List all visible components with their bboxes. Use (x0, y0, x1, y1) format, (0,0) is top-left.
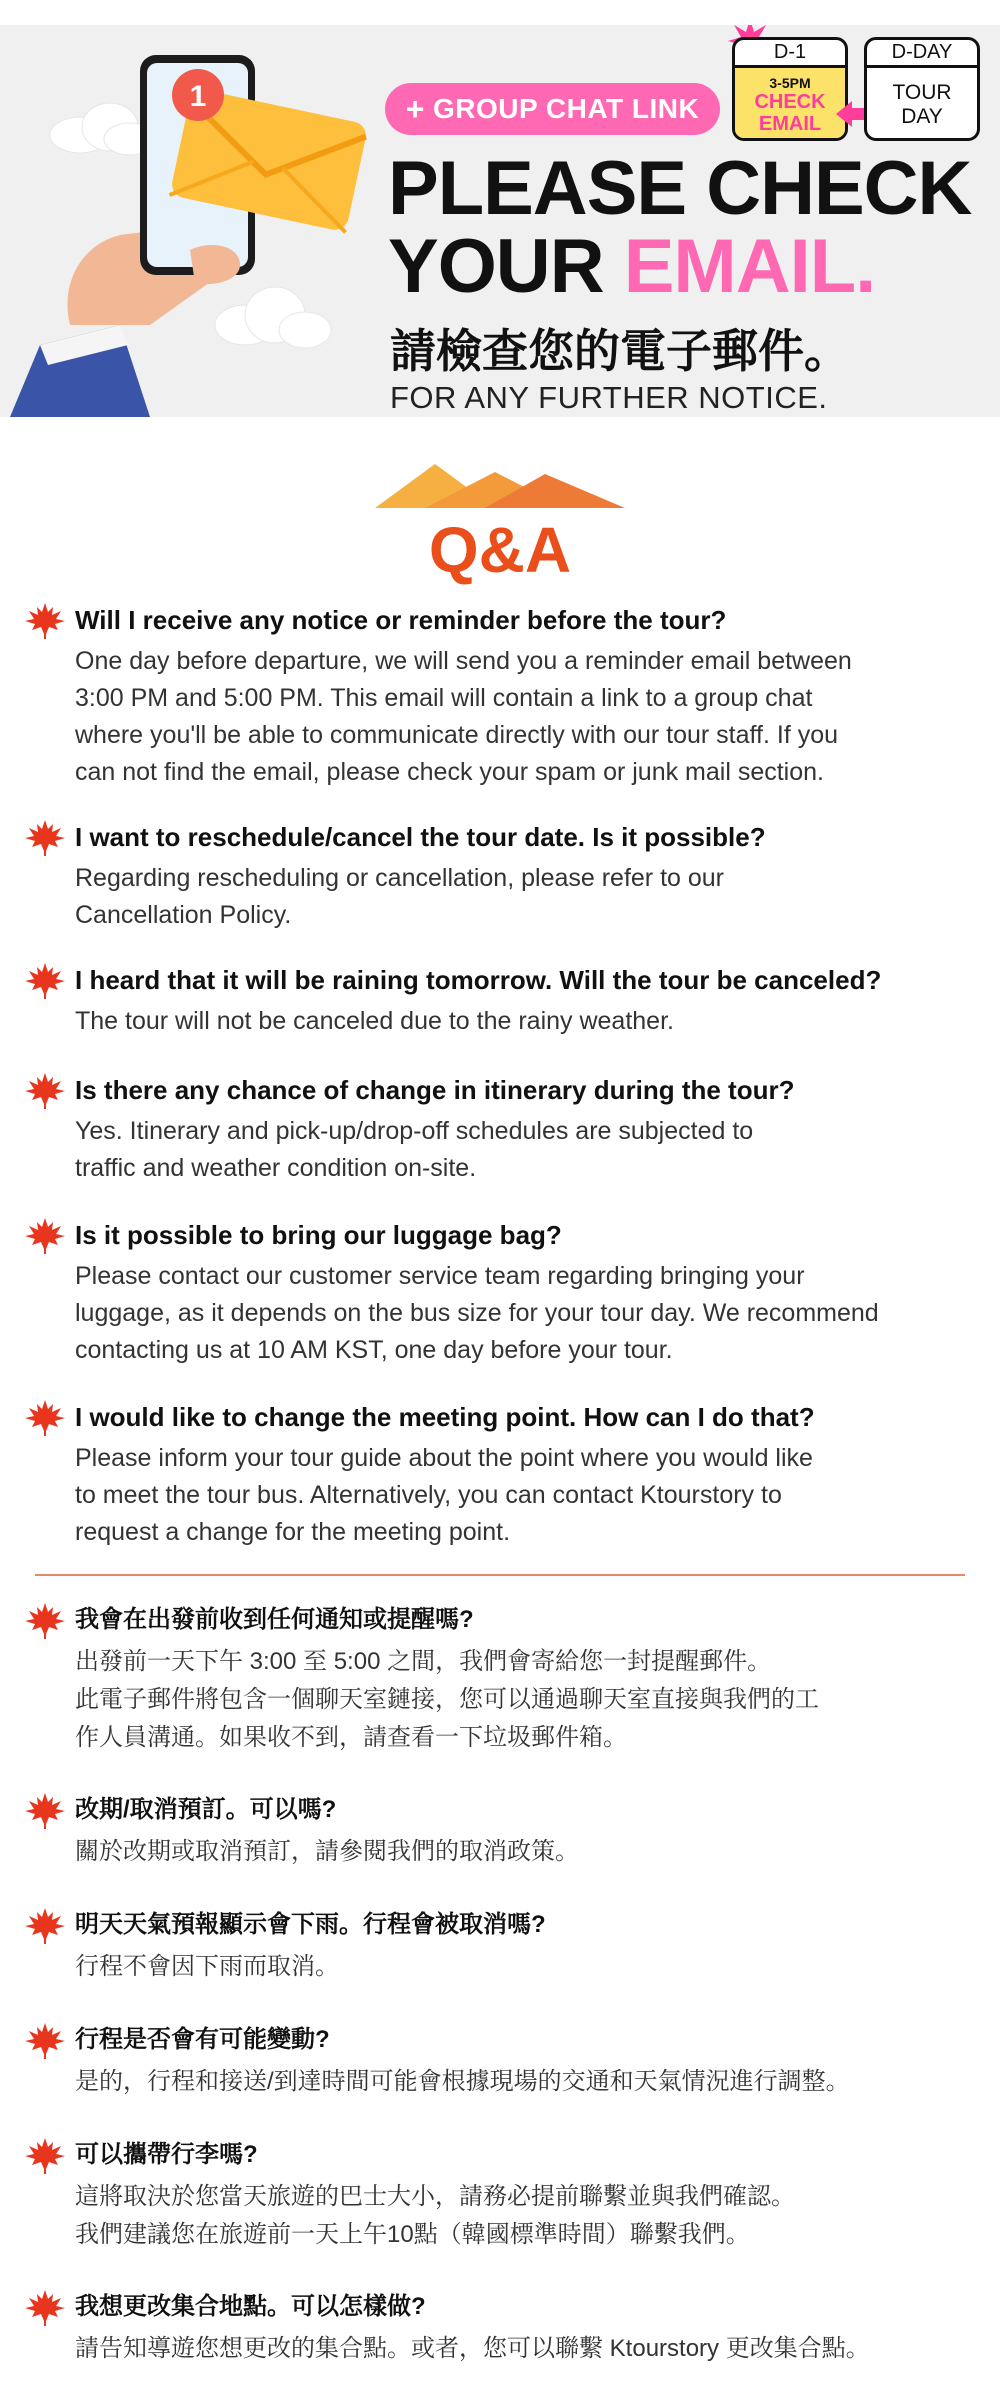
question: 改期/取消預訂。可以嗎? (75, 1796, 337, 1823)
notification-count: 1 (189, 80, 207, 113)
d1-time: 3-5PM (769, 74, 811, 91)
d1-email-text: EMAIL (758, 112, 822, 135)
maple-leaf-icon (25, 818, 65, 856)
question: 我會在出發前收到任何通知或提醒嗎? (75, 1606, 474, 1633)
qa-item (25, 1073, 975, 1187)
qa-item (25, 1793, 975, 1871)
maple-leaf-icon (25, 2288, 65, 2326)
answer: 請告知導遊您想更改的集合點。或者，您可以聯繫 Ktourstory 更改集合點。 (75, 2335, 870, 2362)
question: I want to reschedule/cancel the tour date. Is it possible? (75, 822, 766, 852)
question: I would like to change the meeting point. How can I do that? (75, 1402, 815, 1432)
headline-email: EMAIL. (623, 224, 876, 309)
question: Will I receive any notice or reminder before the tour? (75, 605, 727, 635)
qa-item (25, 2138, 975, 2254)
further-notice-text: FOR ANY FURTHER NOTICE. (390, 380, 828, 415)
answer: 是的，行程和接送/到達時間可能會根據現場的交通和天氣情況進行調整。 (75, 2068, 850, 2095)
qa-title: Q&A (428, 514, 572, 586)
d1-label: D-1 (735, 40, 845, 68)
headline-your: YOUR (388, 224, 624, 309)
answer: The tour will not be canceled due to the rainy weather. (75, 1007, 674, 1035)
mountain-icon (375, 464, 625, 508)
question: I heard that it will be raining tomorrow. Will the tour be canceled? (75, 965, 882, 995)
qa-item (25, 2290, 975, 2368)
maple-leaf-icon (25, 1216, 65, 1254)
email-notice-banner (0, 25, 1000, 417)
qa-item (25, 1908, 975, 1986)
maple-leaf-icon (25, 2021, 65, 2059)
maple-leaf-icon (25, 2136, 65, 2174)
maple-leaf-icon (25, 961, 65, 999)
question: 可以攜帶行李嗎? (75, 2141, 258, 2168)
d1-check-text: CHECK (754, 90, 826, 113)
dday-label: D-DAY (867, 40, 977, 68)
headline-line1: PLEASE CHECK (388, 146, 972, 231)
maple-leaf-icon (25, 1398, 65, 1436)
d1-card (732, 37, 848, 141)
answer: 行程不會因下雨而取消。 (75, 1953, 339, 1980)
maple-leaf-icon (25, 1906, 65, 1944)
qa-item (25, 1400, 975, 1551)
question: Is there any chance of change in itinerary during the tour? (75, 1075, 795, 1105)
plus-icon: + (405, 90, 425, 127)
answer: Yes. Itinerary and pick-up/drop-off schedules are subjected to traffic and weather condition on-site. (75, 1117, 754, 1182)
headline (388, 146, 972, 309)
dday-day-text: DAY (901, 104, 943, 128)
qa-item (25, 963, 975, 1040)
section-divider (35, 1574, 965, 1576)
question: 明天天氣預報顯示會下雨。行程會被取消嗎? (75, 1911, 546, 1938)
qa-item (25, 2023, 975, 2101)
question: 行程是否會有可能變動? (75, 2026, 330, 2053)
group-chat-link-label (385, 83, 720, 135)
answer: Regarding rescheduling or cancellation, please refer to our Cancellation Policy. (75, 864, 724, 929)
qa-item (25, 603, 975, 791)
maple-leaf-icon (25, 1601, 65, 1639)
maple-leaf-icon (25, 601, 65, 639)
answer: 關於改期或取消預訂，請參閱我們的取消政策。 (75, 1838, 579, 1865)
answer: 這將取決於您當天旅遊的巴士大小，請務必提前聯繫並與我們確認。 我們建議您在旅遊前一天上午10點（韓國標準時間）聯繫我們。 (75, 2183, 795, 2248)
dday-card (864, 37, 980, 141)
group-chat-link-text: GROUP CHAT LINK (432, 93, 700, 124)
dday-tour-text: TOUR (892, 80, 952, 104)
answer: Please inform your tour guide about the point where you would like to meet the tour bus. Alternatively, you can contact Ktourstory to request a change for the meeting point. (75, 1444, 813, 1546)
answer: Please contact our customer service team regarding bringing your luggage, as it depends on the bus size for your tour day. We recommend contacting us at 10 AM KST, one day before your tour. (75, 1262, 879, 1364)
qa-item (25, 1603, 975, 1757)
qa-item (25, 820, 975, 934)
maple-leaf-icon (25, 1791, 65, 1829)
question: 我想更改集合地點。可以怎樣做? (75, 2293, 426, 2320)
question: Is it possible to bring our luggage bag? (75, 1220, 562, 1250)
maple-leaf-icon (25, 1071, 65, 1109)
phone-email-illustration (0, 25, 380, 417)
qa-item (25, 1218, 975, 1369)
headline-chinese: 請檢查您的電子郵件。 (390, 325, 850, 377)
answer: One day before departure, we will send you a reminder email between 3:00 PM and 5:00 PM. This email will contain a link to a group chat where you'll be able to communicate directly with our tour staff. If you can not find the email, please check your spam or junk mail section. (75, 647, 852, 786)
answer: 出發前一天下午 3:00 至 5:00 之間，我們會寄給您一封提醒郵件。 此電子郵件將包含一個聊天室鏈接，您可以通過聊天室直接與我們的工 作人員溝通。如果收不到，請查看一下垃圾郵件箱。 (75, 1648, 819, 1751)
